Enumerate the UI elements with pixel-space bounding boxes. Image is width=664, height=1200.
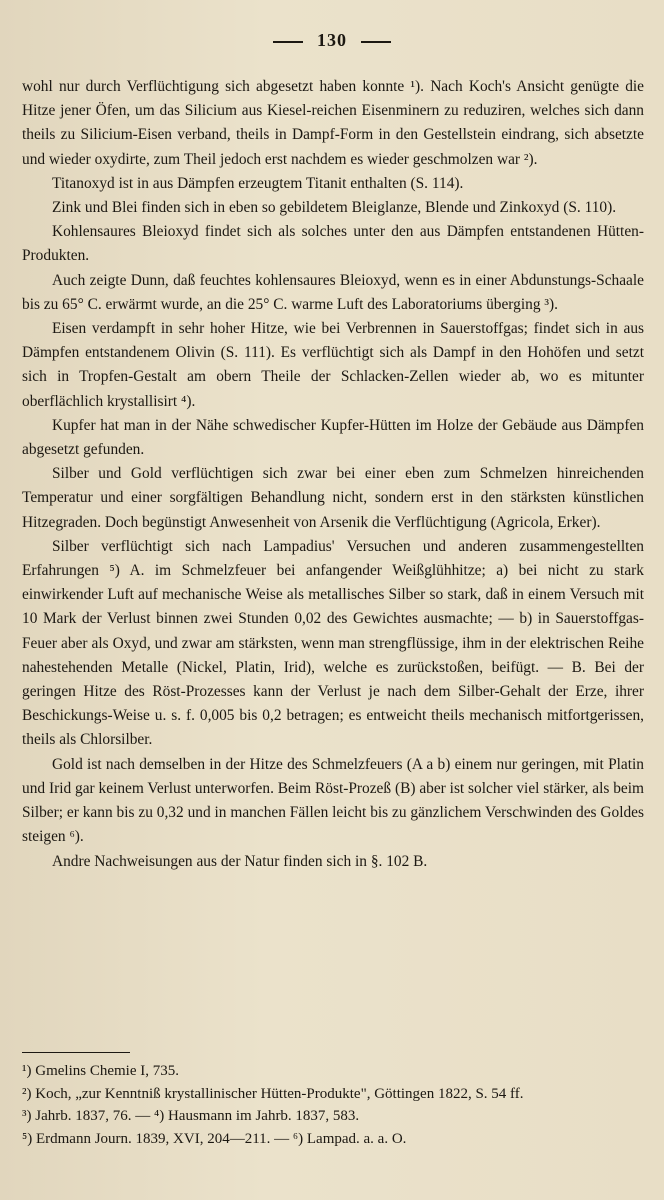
footnotes (22, 1060, 644, 1150)
body-text (22, 75, 644, 874)
paragraph: Silber und Gold verflüchtigen sich zwar bei einer eben zum Schmelzen hinreichenden Temperatur und einer sorgfältigen Behandlung nicht, sondern erst in den stärksten künstlichen Hitzegraden. Doch begünstigt Anwesenheit von Arsenik die Verflüchtigung (Agricola, Erker). (22, 465, 644, 531)
footnote: ⁵) Erdmann Journ. 1839, XVI, 204—211. — ⁶) Lampad. a. a. O. (22, 1130, 407, 1147)
page-header (0, 30, 664, 51)
footnote: ¹) Gmelins Chemie I, 735. (22, 1063, 179, 1079)
paragraph: Gold ist nach demselben in der Hitze des Schmelzfeuers (A a b) einem nur geringen, mit Platin und Irid gar keinem Verlust unterworfen. Beim Röst-Prozeß (B) aber ist solcher viel stärker, als beim Silber; er kann bis zu 0,32 und in manchen Fällen leicht bis zu gänzlichem Verschwinden des Goldes steigen ⁶). (22, 755, 644, 846)
header-dash-left (273, 41, 303, 43)
paragraph: Kupfer hat man in der Nähe schwedischer Kupfer-Hütten im Holze der Gebäude aus Dämpfen abgesetzt gefunden. (22, 416, 644, 459)
page-number: 130 (317, 30, 347, 50)
paragraph: Auch zeigte Dunn, daß feuchtes kohlensaures Bleioxyd, wenn es in einer Abdunstungs-Schaale bis zu 65° C. erwärmt wurde, an die 25° C. warme Luft des Laboratoriums überging ³). (22, 271, 644, 313)
paragraph: Zink und Blei finden sich in eben so gebildetem Bleiglanze, Blende und Zinkoxyd (S. 110). (52, 199, 617, 217)
paragraph: wohl nur durch Verflüchtigung sich abgesetzt haben konnte ¹). Nach Koch's Ansicht genügte die Hitze jener Öfen, um das Silicium aus Kiesel-reichen Eisenminern zu reduziren, welches sich dann theils zu Silicium-Eisen verband, theils in Dampf-Form in den Gestellstein eindrang, sich absetzte und wieder oxydirte, zum Theil jedoch erst nachdem es wieder geschmolzen war ²). (22, 78, 644, 168)
footnote: ³) Jahrb. 1837, 76. — ⁴) Hausmann im Jahrb. 1837, 583. (22, 1108, 360, 1124)
header-dash-right (361, 41, 391, 43)
footnote-rule (22, 1052, 130, 1053)
paragraph: Silber verflüchtigt sich nach Lampadius' Versuchen und anderen zusammengestellten Erfahrungen ⁵) A. im Schmelzfeuer bei anfangender Weißglühhitze; a) bei nicht zu stark einwirkender Luft auf mechanische Weise als metallisches Silber so stark, daß in einem Versuch mit 10 Mark der Verlust binnen zwei Stunden 0,02 des Gewichtes ausmachte; — b) in Sauerstoffgas-Feuer aber als Oxyd, und zwar am stärksten, wenn man strengflüssige, ihm in der elektrischen Reihe nahestehenden Metalle (Nickel, Platin, Irid), welche es zurückstoßen, beifügt. — B. Bei der geringen Hitze des Röst-Prozesses kann der Verlust je nach dem Silber-Gehalt der Erze, ihrer Beschickungs-Weise u. s. f. 0,005 bis 0,2 betragen; es entweicht theils mechanisch mitfortgerissen, theils als Chlorsilber. (22, 537, 644, 749)
paragraph: Kohlensaures Bleioxyd findet sich als solches unter den aus Dämpfen entstandenen Hütten-Produkten. (22, 223, 644, 265)
paragraph: Eisen verdampft in sehr hoher Hitze, wie bei Verbrennen in Sauerstoffgas; findet sich in aus Dämpfen entstandenem Olivin (S. 111). Es verflüchtigt sich als Dampf in den Hohöfen und setzt sich in Tropfen-Gestalt am obern Theile der Schlacken-Zellen wieder ab, wo es mitunter oberflächlich krystallisirt ⁴). (22, 320, 644, 410)
footnote: ²) Koch, „zur Kenntniß krystallinischer Hütten-Produkte", Göttingen 1822, S. 54 ff. (22, 1085, 524, 1102)
paragraph: Titanoxyd ist in aus Dämpfen erzeugtem Titanit enthalten (S. 114). (52, 174, 464, 192)
paragraph: Andre Nachweisungen aus der Natur finden sich in §. 102 B. (52, 852, 428, 870)
